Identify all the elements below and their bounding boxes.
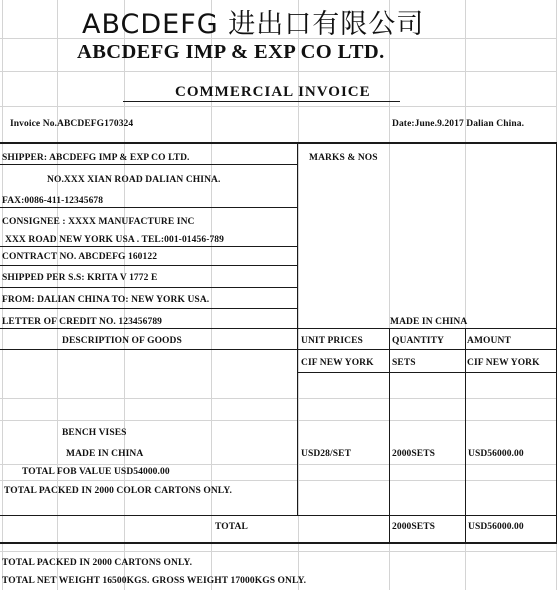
contract-number: CONTRACT NO. ABCDEFG 160122 [2,252,158,262]
marks-label: MARKS & NOS [309,153,378,163]
description-header: DESCRIPTION OF GOODS [62,336,182,346]
consignee-line-1: CONSIGNEE : XXXX MANUFACTURE INC [2,217,195,227]
document-title: COMMERCIAL INVOICE [175,84,371,100]
goods-amount: USD56000.00 [468,449,524,459]
goods-packing: TOTAL PACKED IN 2000 COLOR CARTONS ONLY. [4,486,232,496]
goods-fob-value: TOTAL FOB VALUE USD54000.00 [22,467,170,477]
footer-weight: TOTAL NET WEIGHT 16500KGS. GROSS WEIGHT 17000KGS ONLY. [2,576,307,586]
shipper-line-2: NO.XXX XIAN ROAD DALIAN CHINA. [47,175,221,185]
unit-prices-subheader: CIF NEW YORK [301,358,374,368]
quantity-subheader: SETS [392,358,416,368]
consignee-line-2: XXX ROAD NEW YORK USA . TEL:001-01456-789 [5,235,225,245]
goods-name: BENCH VISES [62,428,127,438]
shipper-line-1: SHIPPER: ABCDEFG IMP & EXP CO LTD. [2,153,190,163]
goods-unit-price: USD28/SET [301,449,352,459]
company-name-chinese: ABCDEFG 进出口有限公司 [82,9,425,40]
quantity-header: QUANTITY [392,336,445,346]
amount-subheader: CIF NEW YORK [467,358,540,368]
invoice-number: Invoice No.ABCDEFG170324 [10,119,134,129]
marks-origin: MADE IN CHINA [390,317,468,327]
total-label: TOTAL [215,522,248,532]
footer-packed: TOTAL PACKED IN 2000 CARTONS ONLY. [2,558,193,568]
invoice-date: Date:June.9.2017 Dalian China. [392,119,525,129]
total-amount: USD56000.00 [468,522,524,532]
goods-quantity: 2000SETS [392,449,436,459]
goods-origin: MADE IN CHINA [66,449,144,459]
total-quantity: 2000SETS [392,522,436,532]
shipping-route: FROM: DALIAN CHINA TO: NEW YORK USA. [2,295,210,305]
shipped-per-vessel: SHIPPED PER S.S: KRITA V 1772 E [2,273,158,283]
letter-of-credit: LETTER OF CREDIT NO. 123456789 [2,317,163,327]
shipper-fax: FAX:0086-411-12345678 [2,196,104,206]
amount-header: AMOUNT [467,336,511,346]
unit-prices-header: UNIT PRICES [301,336,363,346]
company-name-english: ABCDEFG IMP & EXP CO LTD. [77,41,385,63]
document-title-underline [123,101,400,102]
